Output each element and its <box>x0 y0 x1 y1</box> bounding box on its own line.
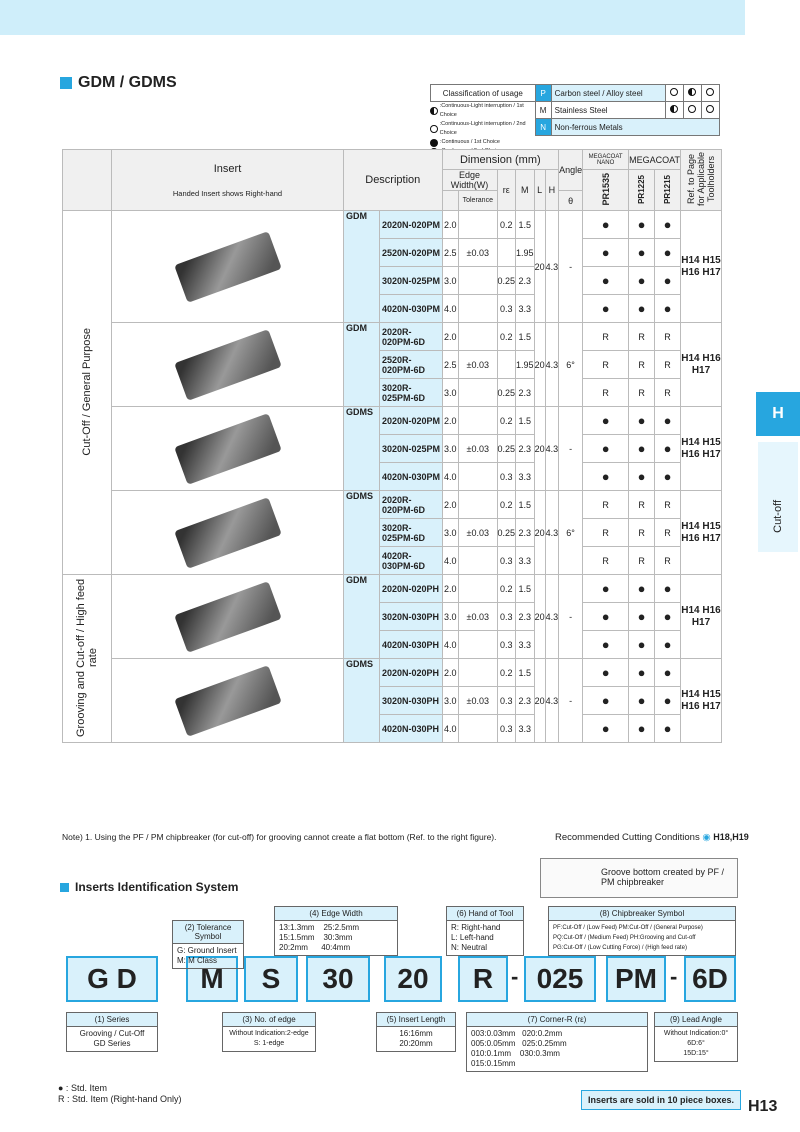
edge-width: 4.0 <box>442 295 459 323</box>
stock-mark: R <box>583 547 629 575</box>
series-label: GDMS <box>344 491 380 575</box>
tolerance <box>459 323 497 351</box>
box-no-edge: (3) No. of edge Without Indication:2-edge S: 1-edge <box>222 1012 316 1052</box>
l-header: L <box>534 170 545 211</box>
stock-mark: ● <box>655 239 681 267</box>
standard-legend <box>58 1083 182 1105</box>
m-header: M <box>516 170 535 211</box>
description: 2520R-020PM-6D <box>380 351 443 379</box>
toolholder-ref[interactable]: H14 H15 H16 H17 <box>681 659 722 743</box>
code-n: N <box>535 119 551 136</box>
l-value: 20 <box>534 211 545 323</box>
edge-width: 3.0 <box>442 379 459 407</box>
tolerance: ±0.03 <box>459 351 497 379</box>
corner-r: 0.2 <box>497 407 516 435</box>
stock-mark: ● <box>629 463 655 491</box>
m: 1.95 <box>516 351 535 379</box>
insert-image <box>112 323 344 407</box>
stock-mark: ● <box>629 211 655 239</box>
m: 1.95 <box>516 239 535 267</box>
description-header: Description <box>344 150 443 211</box>
code-p: P <box>535 85 551 102</box>
megacoat-nano-header: MEGACOAT NANO <box>583 150 629 170</box>
edge-width: 2.5 <box>442 239 459 267</box>
description: 2020N-020PM <box>380 407 443 435</box>
description: 3020R-025PM-6D <box>380 519 443 547</box>
usage-legend <box>430 102 538 156</box>
insert-image <box>112 407 344 491</box>
edge-width: 4.0 <box>442 715 459 743</box>
h-value: 4.3 <box>545 491 559 575</box>
stock-mark: R <box>629 323 655 351</box>
stock-mark: ● <box>583 435 629 463</box>
id-pm: PM <box>606 956 666 1002</box>
tolerance <box>459 295 497 323</box>
edge-width: 4.0 <box>442 463 459 491</box>
description: 3020N-030PH <box>380 687 443 715</box>
corner-r: 0.25 <box>497 379 516 407</box>
ids-title <box>60 880 238 894</box>
tolerance: ±0.03 <box>459 603 497 631</box>
page-number: H13 <box>748 1098 778 1115</box>
recommended-pages: H18,H19 <box>713 832 749 842</box>
stock-mark: ● <box>583 239 629 267</box>
corner-r: 0.25 <box>497 435 516 463</box>
std-item: ● : Std. Item <box>58 1083 107 1093</box>
stock-mark: ● <box>629 603 655 631</box>
edge-width: 2.0 <box>442 407 459 435</box>
id-6d: 6D <box>684 956 736 1002</box>
l-value: 20 <box>534 407 545 491</box>
section-tab-h[interactable]: H <box>756 392 800 436</box>
legend-item: :Continuous-Light interruption / 1st Choice <box>439 103 524 118</box>
theta-header: θ <box>559 191 583 211</box>
stock-mark: ● <box>655 211 681 239</box>
description: 4020N-030PH <box>380 715 443 743</box>
tolerance <box>459 715 497 743</box>
tolerance: ±0.03 <box>459 435 497 463</box>
corner-r: 0.25 <box>497 267 516 295</box>
tolerance: ±0.03 <box>459 239 497 267</box>
m: 1.5 <box>516 211 535 239</box>
description: 2020N-020PH <box>380 659 443 687</box>
link-icon: ◉ <box>702 832 711 843</box>
toolholder-ref[interactable]: H14 H15 H16 H17 <box>681 407 722 491</box>
edge-width: 3.0 <box>442 687 459 715</box>
h-value: 4.3 <box>545 659 559 743</box>
stock-mark: R <box>655 379 681 407</box>
tolerance <box>459 491 497 519</box>
top-bar <box>0 0 745 35</box>
box-corner: (7) Corner-R (rε) 003:0.03mm 020:0.2mm 005:0.05mm 025:0.25mm 010:0.1mm 030:0.3mm 015:0.15mm <box>466 1012 648 1072</box>
classification-header: Classification of usage <box>431 85 536 102</box>
stock-mark: ● <box>583 295 629 323</box>
edge-width: 3.0 <box>442 267 459 295</box>
theta-value: - <box>559 407 583 491</box>
stock-mark: ● <box>583 659 629 687</box>
insert-photo <box>174 497 282 569</box>
description: 2020N-020PM <box>380 211 443 239</box>
series-label: GDM <box>344 323 380 407</box>
toolholder-ref[interactable]: H14 H15 H16 H17 <box>681 211 722 323</box>
stock-mark: ● <box>629 687 655 715</box>
m: 1.5 <box>516 659 535 687</box>
box-edge-width: (4) Edge Width 13:1.3mm 25:2.5mm 15:1.5mm 30:3mm 20:2mm 40:4mm <box>274 906 398 956</box>
m: 2.3 <box>516 379 535 407</box>
stock-mark: R <box>655 547 681 575</box>
stock-mark: ● <box>655 631 681 659</box>
stock-mark: ● <box>629 575 655 603</box>
series-label: GDM <box>344 575 380 659</box>
stock-mark: ● <box>629 239 655 267</box>
stock-mark: ● <box>629 659 655 687</box>
stock-mark: ● <box>583 211 629 239</box>
edge-width: 3.0 <box>442 435 459 463</box>
note: Note) 1. Using the PF / PM chipbreaker (for cut-off) for grooving cannot create a flat bottom (Ref. to the right figure). <box>62 832 497 842</box>
description: 3020R-025PM-6D <box>380 379 443 407</box>
id-025: 025 <box>524 956 596 1002</box>
label-p: Carbon steel / Alloy steel <box>551 85 665 102</box>
h-value: 4.3 <box>545 407 559 491</box>
stock-mark: R <box>629 519 655 547</box>
h-value: 4.3 <box>545 211 559 323</box>
edge-width: 2.0 <box>442 491 459 519</box>
stock-mark: ● <box>583 603 629 631</box>
description: 2020N-020PH <box>380 575 443 603</box>
edge-width: 3.0 <box>442 519 459 547</box>
description: 3020N-030PH <box>380 603 443 631</box>
description: 3020N-025PM <box>380 435 443 463</box>
ref-header: Ref. to Page for Applicable Toolholders <box>686 151 716 207</box>
m: 2.3 <box>516 519 535 547</box>
l-value: 20 <box>534 575 545 659</box>
corner-r: 0.25 <box>497 519 516 547</box>
legend-item: :Continuous / 1st Choice <box>440 139 500 145</box>
m: 2.3 <box>516 603 535 631</box>
edge-width: 2.0 <box>442 575 459 603</box>
theta-value: 6° <box>559 491 583 575</box>
table-row <box>63 491 722 519</box>
description: 4020N-030PM <box>380 295 443 323</box>
series-label: GDMS <box>344 659 380 743</box>
dimension-header: Dimension (mm) <box>442 150 559 170</box>
m: 1.5 <box>516 575 535 603</box>
corner-r: 0.2 <box>497 211 516 239</box>
megacoat-header: MEGACOAT <box>629 150 681 170</box>
tolerance: ±0.03 <box>459 687 497 715</box>
stock-mark: ● <box>583 687 629 715</box>
stock-mark: ● <box>583 267 629 295</box>
insert-image <box>112 211 344 323</box>
stock-mark: ● <box>655 659 681 687</box>
corner-r: 0.3 <box>497 463 516 491</box>
edge-width: 3.0 <box>442 603 459 631</box>
m: 3.3 <box>516 547 535 575</box>
product-table <box>62 149 722 743</box>
description: 2020R-020PM-6D <box>380 323 443 351</box>
stock-mark: ● <box>629 715 655 743</box>
theta-value: 6° <box>559 323 583 407</box>
insert-photo <box>174 581 282 653</box>
stock-mark: ● <box>655 715 681 743</box>
m: 2.3 <box>516 687 535 715</box>
stock-mark: ● <box>629 407 655 435</box>
stock-mark: ● <box>655 575 681 603</box>
page-title: GDM / GDMS <box>78 74 177 91</box>
toolholder-ref[interactable]: H14 H16 H17 <box>681 575 722 659</box>
h-value: 4.3 <box>545 323 559 407</box>
stock-mark: ● <box>655 267 681 295</box>
stock-mark: R <box>629 351 655 379</box>
tolerance <box>459 575 497 603</box>
corner-r: 0.3 <box>497 603 516 631</box>
insert-image <box>112 491 344 575</box>
m: 3.3 <box>516 631 535 659</box>
insert-photo <box>174 329 282 401</box>
stock-mark: ● <box>629 435 655 463</box>
insert-header: Insert Handed Insert shows Right-hand <box>112 150 344 211</box>
box-hand: (6) Hand of Tool R: Right-hand L: Left-hand N: Neutral <box>446 906 524 956</box>
m: 1.5 <box>516 407 535 435</box>
insert-image <box>112 659 344 743</box>
legend-item: :Continuous-Light interruption / 2nd Choice <box>439 121 526 136</box>
table-row <box>63 323 722 351</box>
stock-mark: ● <box>629 295 655 323</box>
section-title <box>60 74 177 92</box>
stock-mark: R <box>583 379 629 407</box>
tolerance <box>459 407 497 435</box>
edge-width-header: Edge Width(W) <box>442 170 497 191</box>
stock-mark: R <box>583 519 629 547</box>
corner-r: 0.3 <box>497 715 516 743</box>
tolerance <box>459 631 497 659</box>
description: 2520N-020PM <box>380 239 443 267</box>
m: 3.3 <box>516 715 535 743</box>
l-value: 20 <box>534 323 545 407</box>
std-item-r: R : Std. Item (Right-hand Only) <box>58 1094 182 1104</box>
stock-mark: ● <box>583 407 629 435</box>
m: 2.3 <box>516 435 535 463</box>
theta-value: - <box>559 659 583 743</box>
stock-mark: ● <box>583 463 629 491</box>
category-label: Grooving and Cut-off / High feed rate <box>75 578 99 737</box>
dash: - <box>511 964 519 989</box>
theta-value: - <box>559 575 583 659</box>
corner-r: 0.2 <box>497 491 516 519</box>
cutoff-tab <box>758 442 798 552</box>
groove-note: Groove bottom created by PF / PM chipbreaker <box>601 867 725 887</box>
id-30: 30 <box>306 956 370 1002</box>
stock-mark: ● <box>655 603 681 631</box>
series-label: GDMS <box>344 407 380 491</box>
toolholder-ref[interactable]: H14 H16 H17 <box>681 323 722 407</box>
tolerance <box>459 547 497 575</box>
theta-value: - <box>559 211 583 323</box>
stock-mark: ● <box>583 631 629 659</box>
corner-r: 0.3 <box>497 547 516 575</box>
stock-mark: ● <box>655 407 681 435</box>
stock-mark: R <box>583 491 629 519</box>
tolerance <box>459 267 497 295</box>
label-m: Stainless Steel <box>551 102 665 119</box>
stock-mark: ● <box>655 687 681 715</box>
tolerance-header: Tolerance <box>459 191 497 211</box>
insert-photo <box>174 665 282 737</box>
re-header: rε <box>497 170 516 211</box>
box-chipbreaker: (8) Chipbreaker Symbol PF:Cut-Off / (Low Feed) PM:Cut-Off / (General Purpose) PQ:Cut-Off / (Medium Feed) PH:Grooving and Cut-off PG:Cut-Off / (Low Cutting Force) / (High feed rate) <box>548 906 736 956</box>
stock-mark: ● <box>629 631 655 659</box>
table-row <box>63 659 722 687</box>
corner-r <box>497 239 516 267</box>
edge-width: 2.0 <box>442 659 459 687</box>
tolerance <box>459 211 497 239</box>
edge-width: 4.0 <box>442 631 459 659</box>
stock-mark: R <box>655 351 681 379</box>
grade-pr1225: PR1225 <box>637 174 647 204</box>
recommended-link[interactable] <box>555 832 749 843</box>
id-20: 20 <box>384 956 442 1002</box>
l-value: 20 <box>534 491 545 575</box>
box-tolerance: (2) Tolerance Symbol G: Ground Insert M: M Class <box>172 920 244 969</box>
stock-mark: R <box>655 519 681 547</box>
tolerance <box>459 659 497 687</box>
insert-photo <box>174 413 282 485</box>
label-n: Non-ferrous Metals <box>551 119 719 136</box>
code-m: M <box>535 102 551 119</box>
stock-mark: ● <box>629 267 655 295</box>
corner-r: 0.3 <box>497 631 516 659</box>
table-row <box>63 575 722 603</box>
edge-width: 2.5 <box>442 351 459 379</box>
groove-figure <box>540 858 738 898</box>
insert-photo <box>174 231 282 303</box>
box-lead: (9) Lead Angle Without Indication:0° 6D:6° 15D:15° <box>654 1012 738 1062</box>
id-gd: G D <box>66 956 158 1002</box>
corner-r: 0.3 <box>497 295 516 323</box>
dash: - <box>670 964 678 989</box>
h-value: 4.3 <box>545 575 559 659</box>
tolerance: ±0.03 <box>459 519 497 547</box>
sold-note: Inserts are sold in 10 piece boxes. <box>581 1090 741 1110</box>
stock-mark: ● <box>655 295 681 323</box>
description: 4020N-030PM <box>380 463 443 491</box>
table-row <box>63 407 722 435</box>
title-square <box>60 77 72 89</box>
angle-header: Angle <box>559 150 583 191</box>
grade-pr1535: PR1535 <box>600 172 611 206</box>
stock-mark: ● <box>583 575 629 603</box>
stock-mark: ● <box>583 715 629 743</box>
edge-width: 2.0 <box>442 211 459 239</box>
toolholder-ref[interactable]: H14 H15 H16 H17 <box>681 491 722 575</box>
corner-r: 0.2 <box>497 659 516 687</box>
stock-mark: R <box>629 491 655 519</box>
corner-r: 0.3 <box>497 687 516 715</box>
h-header: H <box>545 170 559 211</box>
cutoff-label: Cut-off <box>772 500 784 533</box>
grade-pr1215: PR1215 <box>663 174 673 204</box>
m: 1.5 <box>516 323 535 351</box>
m: 1.5 <box>516 491 535 519</box>
stock-mark: R <box>583 323 629 351</box>
m: 3.3 <box>516 295 535 323</box>
l-value: 20 <box>534 659 545 743</box>
stock-mark: R <box>629 379 655 407</box>
corner-r: 0.2 <box>497 575 516 603</box>
series-label: GDM <box>344 211 380 323</box>
corner-r: 0.2 <box>497 323 516 351</box>
edge-width: 2.0 <box>442 323 459 351</box>
corner-r <box>497 351 516 379</box>
box-length: (5) Insert Length 16:16mm 20:20mm <box>376 1012 456 1052</box>
id-s: S <box>244 956 298 1002</box>
table-row <box>63 211 722 239</box>
category-label: Cut-Off / General Purpose <box>81 327 93 456</box>
stock-mark: R <box>629 547 655 575</box>
stock-mark: R <box>583 351 629 379</box>
stock-mark: ● <box>655 435 681 463</box>
ids-title-text: Inserts Identification System <box>75 880 239 894</box>
insert-image <box>112 575 344 659</box>
tolerance <box>459 463 497 491</box>
description: 4020R-030PM-6D <box>380 547 443 575</box>
stock-mark: R <box>655 323 681 351</box>
recommended-label: Recommended Cutting Conditions <box>555 832 700 843</box>
stock-mark: ● <box>655 463 681 491</box>
tolerance <box>459 379 497 407</box>
id-r: R <box>458 956 508 1002</box>
id-m: M <box>186 956 238 1002</box>
description: 4020N-030PH <box>380 631 443 659</box>
description: 2020R-020PM-6D <box>380 491 443 519</box>
stock-mark: R <box>655 491 681 519</box>
m: 2.3 <box>516 267 535 295</box>
edge-width: 4.0 <box>442 547 459 575</box>
box-series: (1) Series Grooving / Cut-Off GD Series <box>66 1012 158 1052</box>
description: 3020N-025PM <box>380 267 443 295</box>
m: 3.3 <box>516 463 535 491</box>
